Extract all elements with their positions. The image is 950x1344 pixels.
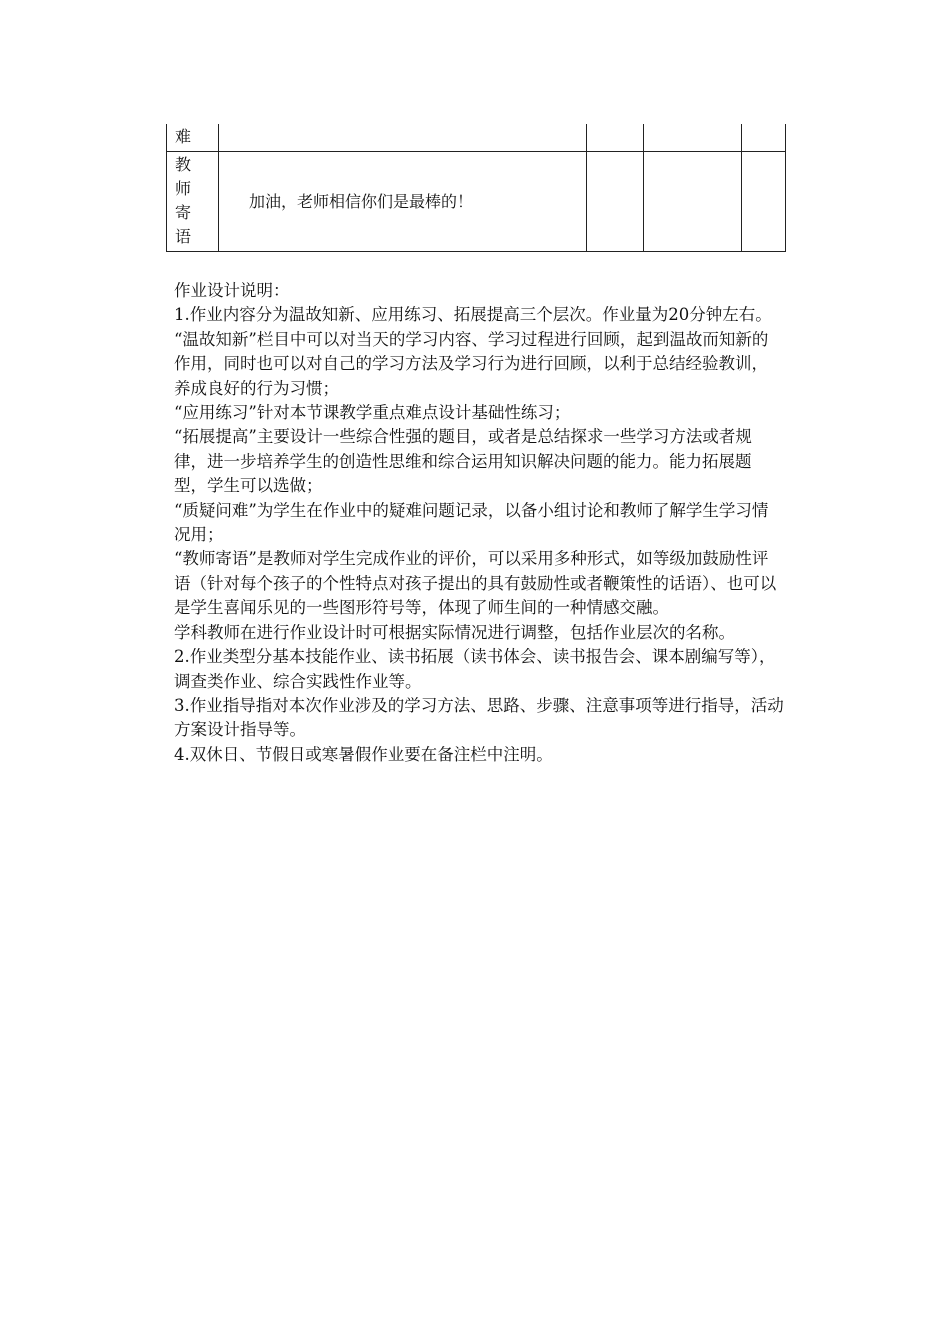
- homework-table: [166, 124, 786, 252]
- notes-paragraph: 学科教师在进行作业设计时可根据实际情况进行调整，包括作业层次的名称。: [174, 622, 735, 642]
- notes-paragraph: 3.作业指导指对本次作业涉及的学习方法、思路、步骤、注意事项等进行指导，活动方案设计指导等。: [174, 695, 784, 740]
- row-label-difficulty: [167, 124, 219, 151]
- notes-paragraph: 1.作业内容分为温故知新、应用练习、拓展提高三个层次。作业量为20分钟左右。: [174, 305, 772, 325]
- notes-title: 作业设计说明：: [174, 281, 290, 300]
- notes-paragraph: 4.双休日、节假日或寒暑假作业要在备注栏中注明。: [174, 744, 553, 764]
- row-label-char: 师: [175, 179, 192, 198]
- row-label-teacher-message: [167, 151, 219, 251]
- homework-design-notes: [174, 279, 784, 767]
- teacher-message: 加油，老师相信你们是最棒的！: [219, 151, 587, 251]
- row-label-char: 寄: [175, 203, 192, 222]
- table-cell: [587, 124, 644, 151]
- table-cell: [644, 124, 742, 151]
- notes-paragraph: 2.作业类型分基本技能作业、读书拓展（读书体会、读书报告会、课本剧编写等），调查类作业、综合实践性作业等。: [174, 647, 776, 691]
- table-cell: [219, 124, 587, 151]
- table-cell: [742, 124, 786, 151]
- table-cell: [742, 151, 786, 251]
- notes-paragraph: “拓展提高”主要设计一些综合性强的题目，或者是总结探求一些学习方法或者规律，进一步培养学生的创造性思维和综合运用知识解决问题的能力。能力拓展题型，学生可以选做；: [174, 427, 752, 496]
- notes-paragraph: “温故知新”栏目中可以对当天的学习内容、学习过程进行回顾，起到温故而知新的作用，同时也可以对自己的学习方法及学习行为进行回顾，以利于总结经验教训，养成良好的行为习惯；: [174, 329, 769, 398]
- notes-paragraph: “质疑问难”为学生在作业中的疑难问题记录，以备小组讨论和教师了解学生学习情况用；: [174, 500, 769, 545]
- notes-paragraph: “教师寄语”是教师对学生完成作业的评价，可以采用多种形式，如等级加鼓励性评语（针对每个孩子的个性特点对孩子提出的具有鼓励性或者鞭策性的话语）、也可以是学生喜闻乐见的一些图形符号等，体现了师生间的一种情感交融。: [174, 549, 777, 618]
- row-label-char: 教: [175, 155, 192, 174]
- table-cell: [587, 151, 644, 251]
- notes-paragraph: “应用练习”针对本节课教学重点难点设计基础性练习；: [174, 403, 571, 423]
- table-row-teacher-message: [167, 151, 786, 251]
- row-label-char: 语: [175, 227, 192, 246]
- table-row-difficulty: [167, 124, 786, 151]
- table-cell: [644, 151, 742, 251]
- row-label-char: 难: [175, 127, 192, 147]
